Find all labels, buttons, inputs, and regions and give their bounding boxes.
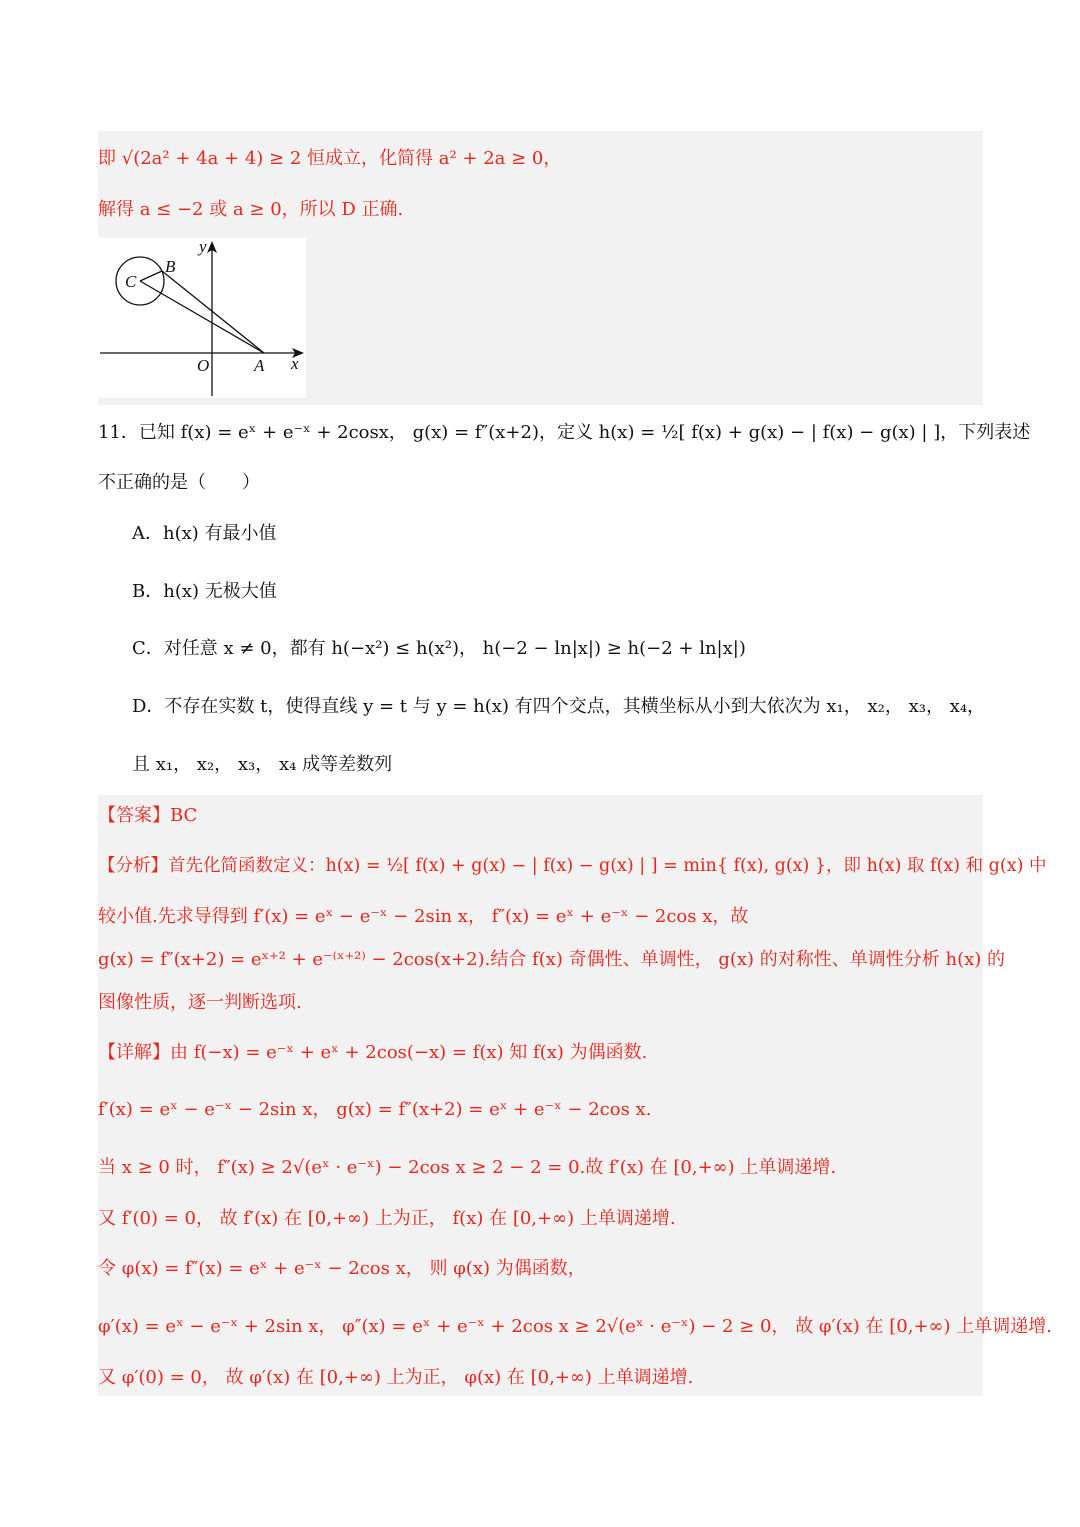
label-x: x — [291, 354, 299, 373]
label-b: B — [165, 257, 176, 276]
label-origin: O — [197, 356, 210, 375]
analysis-text-1: 首先化简函数定义：h(x) = ½[ f(x) + g(x) − | f(x) − g(x) | ] = min{ f(x), g(x) }，即 h(x) 取 f(x) 和 g(x) 中 — [168, 856, 1047, 876]
label-y: y — [199, 238, 207, 256]
question-stem-line-2: 不正确的是（ ） — [98, 472, 260, 493]
line-ca — [140, 281, 264, 353]
option-b: B．h(x) 无极大值 — [132, 581, 277, 602]
detail-text-1: 由 f(−x) = e⁻ˣ + eˣ + 2cos(−x) = f(x) 知 f(x) 为偶函数. — [170, 1042, 648, 1063]
analysis-line-1 — [98, 854, 1046, 878]
detail-label: 【详解】 — [98, 1042, 170, 1063]
option-d: D．不存在实数 t，使得直线 y = t 与 y = h(x) 有四个交点，其横坐标从小到大依次为 x₁， x₂， x₃， x₄， — [132, 696, 986, 717]
solution-block — [98, 795, 983, 1396]
analysis-line-2: 较小值.先求导得到 f′(x) = eˣ − e⁻ˣ − 2sin x， f″(x) = eˣ + e⁻ˣ − 2cos x，故 — [98, 906, 749, 927]
answer-label: 【答案】 — [98, 805, 170, 826]
question-stem-line-1: 11．已知 f(x) = eˣ + e⁻ˣ + 2cosx， g(x) = f″(x+2)，定义 h(x) = ½[ f(x) + g(x) − | f(x) − g(x) | ]，下列表述 — [98, 422, 1031, 443]
answer-value: BC — [170, 805, 198, 826]
detail-line-1 — [98, 1041, 647, 1065]
option-a: A．h(x) 有最小值 — [132, 523, 277, 544]
analysis-line-3: g(x) = f″(x+2) = eˣ⁺² + e⁻⁽ˣ⁺²⁾ − 2cos(x+2).结合 f(x) 奇偶性、单调性， g(x) 的对称性、单调性分析 h(x) 的 — [98, 949, 1006, 970]
prev-solution-line-1: 即 √(2a² + 4a + 4) ≥ 2 恒成立，化简得 a² + 2a ≥ 0， — [98, 148, 562, 169]
label-a: A — [254, 356, 265, 375]
line-cb — [140, 271, 162, 281]
geometry-figure — [98, 238, 306, 398]
answer-line — [98, 804, 197, 828]
detail-line-7: 又 φ′(0) = 0， 故 φ′(x) 在 [0,+∞) 上为正， φ(x) 在 [0,+∞) 上单调递增. — [98, 1367, 694, 1388]
label-c: C — [125, 272, 137, 291]
option-d-continued: 且 x₁， x₂， x₃， x₄ 成等差数列 — [132, 754, 393, 775]
detail-line-2: f′(x) = eˣ − e⁻ˣ − 2sin x， g(x) = f″(x+2) = eˣ + e⁻ˣ − 2cos x. — [98, 1099, 652, 1120]
analysis-line-4: 图像性质，逐一判断选项. — [98, 992, 302, 1013]
detail-line-4: 又 f′(0) = 0， 故 f′(x) 在 [0,+∞) 上为正， f(x) 在 [0,+∞) 上单调递增. — [98, 1208, 676, 1229]
figure-svg — [98, 238, 306, 398]
detail-line-6: φ′(x) = eˣ − e⁻ˣ + 2sin x， φ″(x) = eˣ + e⁻ˣ + 2cos x ≥ 2√(eˣ · e⁻ˣ) − 2 ≥ 0， 故 φ′(x) 在 [0,+∞) 上单调递增. — [98, 1316, 1052, 1337]
line-ba — [162, 271, 264, 353]
prev-solution-line-2: 解得 a ≤ −2 或 a ≥ 0，所以 D 正确. — [98, 199, 404, 220]
detail-line-3: 当 x ≥ 0 时， f″(x) ≥ 2√(eˣ · e⁻ˣ) − 2cos x ≥ 2 − 2 = 0.故 f′(x) 在 [0,+∞) 上单调递增. — [98, 1157, 837, 1178]
analysis-label: 【分析】 — [98, 856, 168, 876]
detail-line-5: 令 φ(x) = f″(x) = eˣ + e⁻ˣ − 2cos x， 则 φ(x) 为偶函数， — [98, 1258, 586, 1279]
option-c: C．对任意 x ≠ 0，都有 h(−x²) ≤ h(x²)， h(−2 − ln|x|) ≥ h(−2 + ln|x|) — [132, 638, 746, 659]
